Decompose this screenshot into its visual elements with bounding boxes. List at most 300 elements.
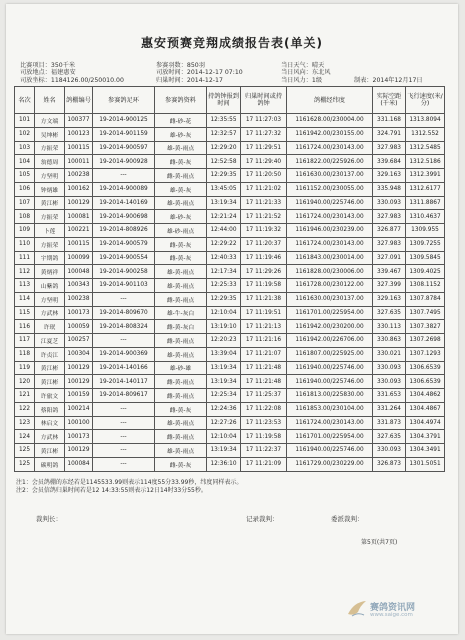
table-cell: 19-2014-900928	[93, 155, 155, 169]
table-row	[15, 361, 445, 375]
table-cell: 17 11:21:52	[241, 210, 287, 224]
table-cell: 1161843.00/230014.00	[287, 251, 373, 265]
table-row	[15, 127, 445, 141]
table-cell: 19-2014-900125	[93, 114, 155, 128]
table-cell: 100129	[65, 375, 93, 389]
table-cell: 119	[15, 361, 35, 375]
table-cell: ---	[93, 169, 155, 183]
table-cell: 1313.8094	[406, 114, 445, 128]
table-cell: 101	[15, 114, 35, 128]
report-sheet	[6, 4, 458, 634]
table-cell: 331.168	[373, 114, 406, 128]
table-cell: 19-2014-900597	[93, 141, 155, 155]
table-cell: 112	[15, 265, 35, 279]
table-cell: 100162	[65, 182, 93, 196]
table-cell: 100100	[65, 416, 93, 430]
table-cell: 雌-黄-灰白	[155, 320, 207, 334]
table-cell: 19-2014-140169	[93, 196, 155, 210]
table-cell: 1304.4974	[406, 416, 445, 430]
table-cell: 109	[15, 224, 35, 238]
table-cell: 1161724.00/230143.00	[287, 141, 373, 155]
note-1: 注1：会员鸽棚的东经若是1145533.99则表示114度55分33.99秒，纬度同样表示。	[16, 479, 243, 486]
table-cell: 雄-砂-灰	[155, 210, 207, 224]
table-cell: 103	[15, 141, 35, 155]
table-cell: 19-2014-900369	[93, 347, 155, 361]
table-cell: 17 11:27:03	[241, 114, 287, 128]
table-cell: 雄-黄-雨点	[155, 444, 207, 458]
table-cell: 1161853.00/230104.00	[287, 402, 373, 416]
table-cell: 12:35:55	[207, 114, 241, 128]
table-cell: 12:25:34	[207, 389, 241, 403]
table-row	[15, 114, 445, 128]
column-header: 实际空距(千米)	[373, 87, 406, 114]
weather: 当日天气：晴天	[281, 62, 325, 69]
table-cell: 1161942.00/230155.00	[287, 127, 373, 141]
table-cell: 雄-砂-雄	[155, 361, 207, 375]
table-cell: 1161940.00/225746.00	[287, 361, 373, 375]
table-row	[15, 334, 445, 348]
table-row	[15, 402, 445, 416]
table-cell: 19-2014-900089	[93, 182, 155, 196]
table-cell: 330.021	[373, 347, 406, 361]
table-cell: 17 11:21:07	[241, 347, 287, 361]
table-cell: 17 11:21:02	[241, 182, 287, 196]
table-cell: 17 11:19:32	[241, 224, 287, 238]
release-coordinates: 司放坐标：1184126.00/250010.00	[20, 76, 124, 84]
release-time: 司放时间：2014-12-17 07:10	[156, 69, 243, 77]
table-cell: 12:25:33	[207, 279, 241, 293]
table-cell: 100173	[65, 306, 93, 320]
table-cell: 19-2014-901159	[93, 127, 155, 141]
table-cell: 19-2014-901103	[93, 279, 155, 293]
table-row	[15, 141, 445, 155]
table-cell: 100159	[65, 389, 93, 403]
table-cell: 100123	[65, 127, 93, 141]
table-cell: 蔡阳鸽	[35, 402, 65, 416]
table-cell: 雌-黄-雨点	[155, 169, 207, 183]
table-cell: 雄-黄-雨点	[155, 347, 207, 361]
table-cell: 100129	[65, 444, 93, 458]
table-row	[15, 444, 445, 458]
column-header: 参赛鸽足环	[93, 87, 155, 114]
column-header: 鸽棚编号	[65, 87, 93, 114]
table-cell: 17 11:25:37	[241, 389, 287, 403]
table-cell: 329.163	[373, 169, 406, 183]
table-row	[15, 292, 445, 306]
table-cell: 12:29:22	[207, 237, 241, 251]
table-cell: 雌-黄-灰	[155, 237, 207, 251]
table-cell: 1161813.00/225830.00	[287, 389, 373, 403]
watermark	[346, 598, 446, 624]
table-cell: 雄-黄-灰	[155, 182, 207, 196]
table-cell: 1308.1152	[406, 279, 445, 293]
table-cell: 12:52:58	[207, 155, 241, 169]
table-cell: 雌-黄-雨点	[155, 430, 207, 444]
table-cell: 1312.3991	[406, 169, 445, 183]
table-cell: 雌-黄-雨点	[155, 292, 207, 306]
table-cell: 雄-黄-雨点	[155, 196, 207, 210]
table-cell: 100129	[65, 196, 93, 210]
chief-referee-label: 裁判长：	[36, 515, 62, 523]
table-cell: 1304.3791	[406, 430, 445, 444]
table-cell: 13:19:10	[207, 320, 241, 334]
table-cell: 100238	[65, 169, 93, 183]
table-cell: 1306.6539	[406, 361, 445, 375]
table-cell: 雌-黄-雨点	[155, 389, 207, 403]
table-cell: 1161724.00/230143.00	[287, 210, 373, 224]
table-cell: 1307.3827	[406, 320, 445, 334]
table-cell: 120	[15, 375, 35, 389]
table-cell: 雄-黄-雨点	[155, 416, 207, 430]
table-cell: 1310.4637	[406, 210, 445, 224]
note-2: 注2：会员信鸽归巢时间若是12 14:33:55则表示12日14时33分55秒。	[16, 487, 207, 494]
table-cell: 19-2014-809670	[93, 306, 155, 320]
table-cell: 1312.552	[406, 127, 445, 141]
table-cell: 1307.1293	[406, 347, 445, 361]
table-date: 制表：2014年12月17日	[354, 76, 423, 84]
column-header: 姓名	[35, 87, 65, 114]
table-cell: 17 11:22:08	[241, 402, 287, 416]
table-cell: 1161724.00/230143.00	[287, 237, 373, 251]
table-cell: 104	[15, 155, 35, 169]
table-cell: ---	[93, 457, 155, 471]
table-cell: 13:45:05	[207, 182, 241, 196]
table-cell: 1312.5485	[406, 141, 445, 155]
table-cell: 雌-黄-灰	[155, 155, 207, 169]
table-cell: 雄-黄-雨点	[155, 141, 207, 155]
table-cell: 330.863	[373, 334, 406, 348]
table-cell: 1161724.00/230143.00	[287, 416, 373, 430]
table-cell: 吴坤彬	[35, 127, 65, 141]
table-cell: 1161728.00/230122.00	[287, 279, 373, 293]
table-cell: 125	[15, 457, 35, 471]
table-cell: 330.093	[373, 196, 406, 210]
table-cell: 116	[15, 320, 35, 334]
table-cell: 124	[15, 430, 35, 444]
table-cell: 12:24:36	[207, 402, 241, 416]
table-cell: 326.873	[373, 457, 406, 471]
table-cell: 碳明鸽	[35, 457, 65, 471]
table-cell: 100048	[65, 265, 93, 279]
table-cell: 1161822.00/225926.00	[287, 155, 373, 169]
table-cell: 12:29:35	[207, 169, 241, 183]
table-cell: 100304	[65, 347, 93, 361]
table-cell: 100257	[65, 334, 93, 348]
table-cell: 118	[15, 347, 35, 361]
table-cell: 12:32:57	[207, 127, 241, 141]
table-cell: 115	[15, 306, 35, 320]
column-header: 参赛鸽资料	[155, 87, 207, 114]
table-cell: 1306.6539	[406, 375, 445, 389]
table-cell: 329.163	[373, 292, 406, 306]
table-cell: 12:10:04	[207, 306, 241, 320]
table-row	[15, 416, 445, 430]
table-cell: 1161152.00/230055.00	[287, 182, 373, 196]
table-cell: 山紫鸽	[35, 279, 65, 293]
return-date: 归巢时间：2014-12-17	[156, 76, 223, 84]
table-cell: ---	[93, 430, 155, 444]
table-cell: 方武林	[35, 306, 65, 320]
table-row	[15, 306, 445, 320]
column-header: 持鸽钟报到时间	[207, 87, 241, 114]
table-cell: 17 11:21:48	[241, 375, 287, 389]
table-row	[15, 169, 445, 183]
table-cell: 327.983	[373, 237, 406, 251]
table-cell: 17 11:21:33	[241, 196, 287, 210]
table-row	[15, 389, 445, 403]
table-cell: 17 11:21:16	[241, 334, 287, 348]
table-cell: 13:19:34	[207, 375, 241, 389]
page-number: 第5页(共7页)	[361, 539, 398, 546]
table-cell: 1161729.00/230229.00	[287, 457, 373, 471]
table-cell: 330.093	[373, 375, 406, 389]
table-cell: 17 11:21:48	[241, 361, 287, 375]
table-cell: 12:10:04	[207, 430, 241, 444]
column-header: 名次	[15, 87, 35, 114]
table-cell: 1312.5186	[406, 155, 445, 169]
results-table	[14, 86, 445, 472]
table-cell: 钟炳雄	[35, 182, 65, 196]
table-cell: 327.635	[373, 306, 406, 320]
table-cell: 330.093	[373, 361, 406, 375]
table-cell: 1309.4025	[406, 265, 445, 279]
table-row	[15, 265, 445, 279]
table-cell: 方坚明	[35, 169, 65, 183]
table-cell: 17 11:22:37	[241, 444, 287, 458]
table-cell: 雄-砂-灰	[155, 127, 207, 141]
pigeon-logo-icon	[346, 598, 368, 620]
table-cell: 326.877	[373, 224, 406, 238]
table-cell: 108	[15, 210, 35, 224]
table-cell: 327.983	[373, 141, 406, 155]
table-cell: 17 11:29:40	[241, 155, 287, 169]
table-cell: 12:27:26	[207, 416, 241, 430]
table-cell: 339.684	[373, 155, 406, 169]
table-row	[15, 347, 445, 361]
table-cell: 100221	[65, 224, 93, 238]
table-cell: 100081	[65, 210, 93, 224]
table-cell: 方坚明	[35, 292, 65, 306]
table-cell: 17 11:20:37	[241, 237, 287, 251]
table-cell: 19-2014-808926	[93, 224, 155, 238]
table-cell: 许贞江	[35, 347, 65, 361]
table-cell: 12:29:35	[207, 292, 241, 306]
table-cell: 13:19:34	[207, 196, 241, 210]
table-cell: 黄江彬	[35, 196, 65, 210]
table-cell: 1161701.00/225954.00	[287, 430, 373, 444]
column-header: 鸽棚经纬度	[287, 87, 373, 114]
table-cell: 12:20:23	[207, 334, 241, 348]
table-cell: 331.653	[373, 389, 406, 403]
table-cell: 17 11:19:46	[241, 251, 287, 265]
table-cell: 1309.5845	[406, 251, 445, 265]
table-cell: 330.093	[373, 444, 406, 458]
table-cell: 17 11:21:13	[241, 320, 287, 334]
table-cell: 黄江彬	[35, 361, 65, 375]
table-cell: ---	[93, 334, 155, 348]
table-row	[15, 210, 445, 224]
table-cell: 1161940.00/225746.00	[287, 444, 373, 458]
table-cell: 327.635	[373, 430, 406, 444]
table-cell: 12:44:00	[207, 224, 241, 238]
column-header: 飞行速度(米/分)	[406, 87, 445, 114]
table-cell: 方武林	[35, 430, 65, 444]
table-cell: 1304.3491	[406, 444, 445, 458]
table-cell: 123	[15, 416, 35, 430]
table-cell: 17 11:29:26	[241, 265, 287, 279]
table-cell: 117	[15, 334, 35, 348]
table-cell: 17 11:19:51	[241, 306, 287, 320]
race-info-mid	[156, 62, 243, 84]
wind-direction: 当日风向：东北风	[281, 69, 331, 77]
watermark-url: www.saige.com	[370, 612, 413, 618]
table-cell: 1161942.00/226706.00	[287, 334, 373, 348]
table-cell: 许珉	[35, 320, 65, 334]
table-cell: 卜莲	[35, 224, 65, 238]
table-cell: 100084	[65, 457, 93, 471]
table-cell: 331.264	[373, 402, 406, 416]
table-cell: 1309.7255	[406, 237, 445, 251]
release-location: 司放地点：福建惠安	[20, 69, 76, 77]
table-cell: 1161946.00/230239.00	[287, 224, 373, 238]
table-cell: 方文端	[35, 114, 65, 128]
table-cell: 1312.6177	[406, 182, 445, 196]
table-cell: 17 11:21:09	[241, 457, 287, 471]
table-cell: 12:36:10	[207, 457, 241, 471]
table-cell: 1311.8867	[406, 196, 445, 210]
table-cell: 100238	[65, 292, 93, 306]
table-cell: 19-2014-809617	[93, 389, 155, 403]
table-cell: 12:17:34	[207, 265, 241, 279]
table-cell: 雄-牛-灰白	[155, 306, 207, 320]
table-row	[15, 430, 445, 444]
table-cell: 1307.8784	[406, 292, 445, 306]
table-cell: 1161807.00/225925.00	[287, 347, 373, 361]
table-cell: 1161628.00/230004.00	[287, 114, 373, 128]
table-cell: 19-2014-140117	[93, 375, 155, 389]
wind-force: 当日风力：1级	[281, 76, 323, 84]
table-cell: 雌-黄-雨点	[155, 375, 207, 389]
table-cell: 1304.4862	[406, 389, 445, 403]
report-title: 惠安预赛竞翔成绩报告表(单关)	[141, 36, 323, 50]
table-cell: 107	[15, 196, 35, 210]
table-cell: 宇期鸽	[35, 251, 65, 265]
table-cell: 雌-黄-灰	[155, 402, 207, 416]
table-cell: 327.983	[373, 210, 406, 224]
table-cell: 13:19:34	[207, 444, 241, 458]
table-header-row	[15, 87, 445, 114]
table-cell: 17 11:27:32	[241, 127, 287, 141]
table-cell: 17 11:19:58	[241, 279, 287, 293]
table-row	[15, 320, 445, 334]
table-cell: 102	[15, 127, 35, 141]
table-cell: 327.399	[373, 279, 406, 293]
table-cell: 林启文	[35, 416, 65, 430]
race-info-right	[281, 62, 331, 84]
table-cell: 雄-黄-雨点	[155, 279, 207, 293]
table-cell: 324.791	[373, 127, 406, 141]
table-cell: 1161942.00/230200.00	[287, 320, 373, 334]
table-cell: 1307.7495	[406, 306, 445, 320]
table-cell: 1309.955	[406, 224, 445, 238]
table-cell: 13:39:04	[207, 347, 241, 361]
table-cell: 雌-黄-灰	[155, 251, 207, 265]
table-cell: 1161701.00/225954.00	[287, 306, 373, 320]
table-cell: 1301.5051	[406, 457, 445, 471]
table-cell: 19-2014-808324	[93, 320, 155, 334]
table-cell: 100343	[65, 279, 93, 293]
table-cell: ---	[93, 402, 155, 416]
table-cell: 100059	[65, 320, 93, 334]
table-cell: 330.113	[373, 320, 406, 334]
table-cell: 125	[15, 444, 35, 458]
table-cell: 100173	[65, 430, 93, 444]
table-cell: ---	[93, 292, 155, 306]
table-cell: 331.873	[373, 416, 406, 430]
table-cell: 17 11:19:58	[241, 430, 287, 444]
table-cell: 122	[15, 402, 35, 416]
table-cell: 17 11:29:51	[241, 141, 287, 155]
table-row	[15, 375, 445, 389]
entry-count: 参赛羽数：850羽	[156, 62, 205, 69]
table-cell: 1161630.00/230137.00	[287, 169, 373, 183]
table-row	[15, 251, 445, 265]
table-cell: 方振荣	[35, 210, 65, 224]
race-distance: 比赛项目：350千米	[20, 62, 76, 69]
table-cell: 327.091	[373, 251, 406, 265]
table-cell: 方振荣	[35, 141, 65, 155]
table-cell: 方振荣	[35, 237, 65, 251]
table-row	[15, 237, 445, 251]
table-cell: 105	[15, 169, 35, 183]
table-cell: 1307.2698	[406, 334, 445, 348]
table-cell: 100377	[65, 114, 93, 128]
table-cell: 113	[15, 279, 35, 293]
table-cell: 黄江彬	[35, 444, 65, 458]
table-cell: 19-2014-900579	[93, 237, 155, 251]
table-cell: 许旅文	[35, 389, 65, 403]
table-cell: 114	[15, 292, 35, 306]
assigned-referee-label: 委派裁判：	[331, 515, 364, 523]
column-header: 归巢时间或持鸽钟	[241, 87, 287, 114]
table-cell: 100115	[65, 141, 93, 155]
table-cell: ---	[93, 416, 155, 430]
table-cell: 1161828.00/230006.00	[287, 265, 373, 279]
table-cell: 19-2014-140166	[93, 361, 155, 375]
table-cell: 1304.4867	[406, 402, 445, 416]
table-cell: 100115	[65, 237, 93, 251]
table-cell: 110	[15, 237, 35, 251]
table-cell: 335.948	[373, 182, 406, 196]
watermark-name: 赛鸽资讯网	[370, 603, 416, 613]
record-referee-label: 记录裁判：	[246, 515, 279, 523]
table-cell: 1161940.00/225746.00	[287, 375, 373, 389]
table-cell: 19-2014-900258	[93, 265, 155, 279]
table-cell: 106	[15, 182, 35, 196]
table-cell: ---	[93, 444, 155, 458]
table-row	[15, 224, 445, 238]
table-cell: 12:21:24	[207, 210, 241, 224]
table-row	[15, 196, 445, 210]
table-cell: 黄江彬	[35, 375, 65, 389]
table-cell: 黄炳祥	[35, 265, 65, 279]
table-cell: 翁德周	[35, 155, 65, 169]
table-cell: 雌-砂-花	[155, 114, 207, 128]
table-cell: 100214	[65, 402, 93, 416]
table-cell: 100099	[65, 251, 93, 265]
table-cell: 111	[15, 251, 35, 265]
table-cell: 12:40:33	[207, 251, 241, 265]
